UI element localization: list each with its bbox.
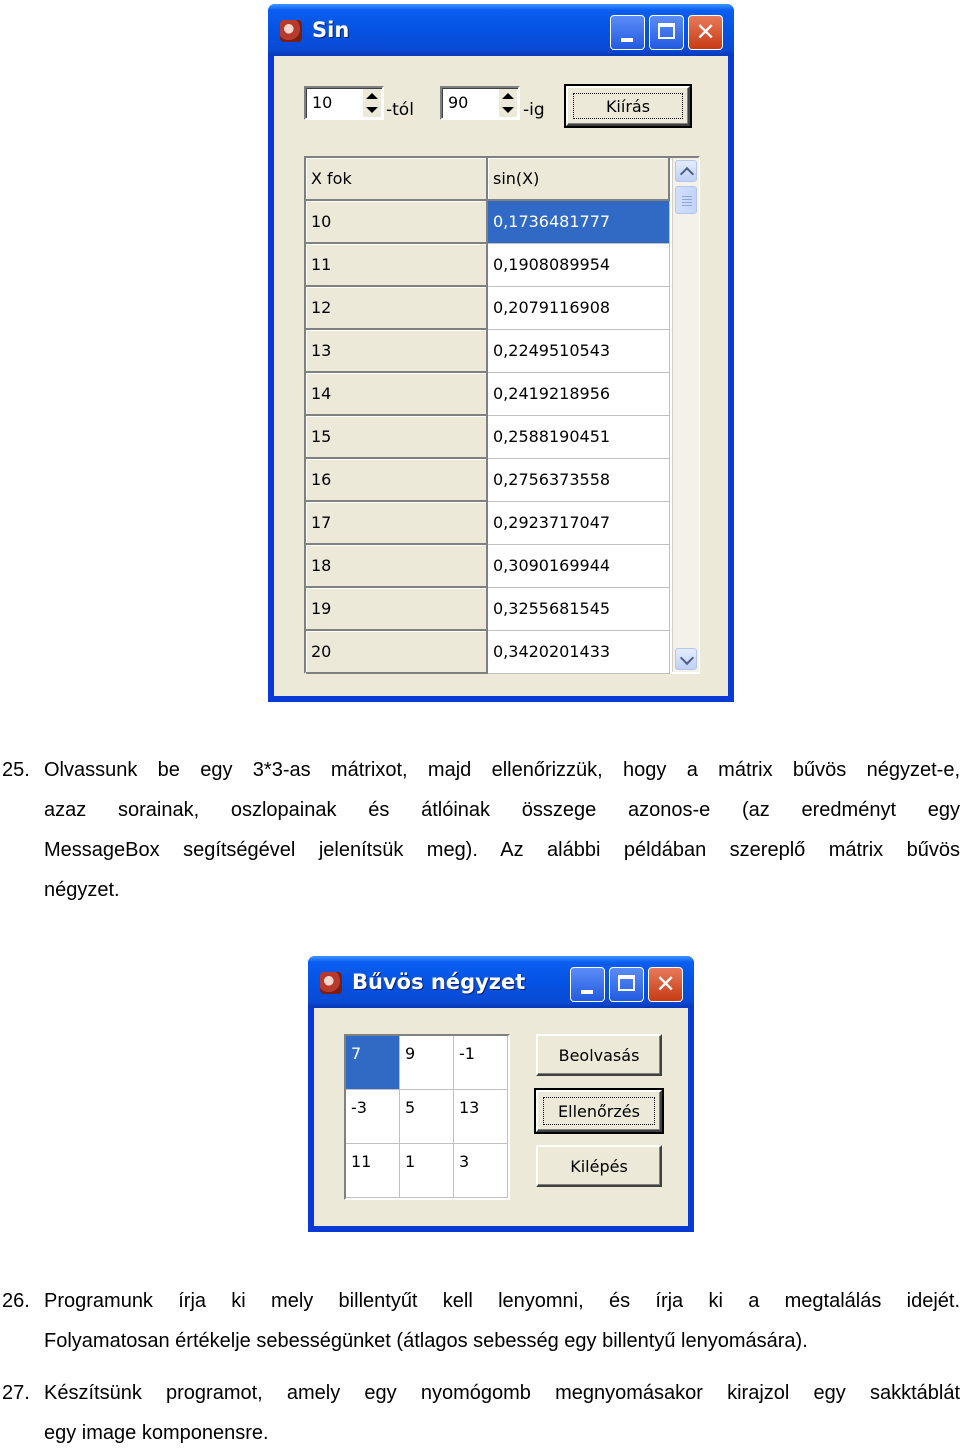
kilepes-button-label: Kilépés [570, 1157, 628, 1176]
kiiras-button[interactable] [566, 86, 690, 126]
task-number: 26. [2, 1290, 30, 1312]
grid-row-degree[interactable]: 17 [306, 502, 488, 545]
magic-cell[interactable]: 7 [346, 1036, 400, 1090]
grid-row-sin-value[interactable]: 0,2079116908 [488, 287, 670, 330]
window-title: Sin [312, 18, 350, 42]
maximize-icon [610, 968, 643, 1001]
grid-row-sin-value[interactable]: 0,3255681545 [488, 588, 670, 631]
scroll-thumb[interactable] [675, 186, 697, 214]
app-icon [280, 20, 302, 42]
close-icon: ✕ [655, 970, 676, 998]
grid-row-sin-value[interactable]: 0,2419218956 [488, 373, 670, 416]
task-25-line-4: négyzet. [44, 879, 120, 901]
task-number: 25. [2, 759, 30, 781]
magic-cell[interactable]: 3 [454, 1144, 508, 1198]
minimize-button[interactable] [610, 15, 645, 50]
task-26-line-1: Programunk írja ki mely billentyűt kell lenyomni, és írja ki a megtalálás idejét. [44, 1290, 960, 1312]
magic-square-titlebar[interactable] [308, 956, 694, 1008]
from-value[interactable]: 10 [312, 93, 333, 112]
spin-down-icon[interactable] [502, 107, 514, 113]
scroll-down-button[interactable] [675, 648, 697, 670]
magic-square-window [308, 956, 694, 1232]
sin-window [268, 4, 734, 702]
from-spinedit[interactable] [304, 86, 384, 120]
spin-down-icon[interactable] [366, 107, 378, 113]
magic-cell[interactable]: 5 [400, 1090, 454, 1144]
task-27 [2, 1373, 960, 1449]
task-27-line-2: egy image komponensre. [44, 1422, 269, 1444]
ellenorzes-button[interactable] [536, 1090, 662, 1132]
minimize-icon [571, 968, 604, 1001]
maximize-icon [650, 16, 683, 49]
from-label: -tól [386, 100, 414, 120]
grid-row-sin-value[interactable]: 0,1736481777 [488, 201, 670, 244]
minimize-button[interactable] [570, 967, 605, 1002]
scroll-up-button[interactable] [675, 160, 697, 182]
from-spin-arrows[interactable] [363, 89, 381, 117]
grid-row-degree[interactable]: 14 [306, 373, 488, 416]
grid-row-degree[interactable]: 10 [306, 201, 488, 244]
magic-square-client [314, 1008, 688, 1226]
to-spin-arrows[interactable] [499, 89, 517, 117]
grid-row-sin-value[interactable]: 0,2923717047 [488, 502, 670, 545]
to-value[interactable]: 90 [448, 93, 469, 112]
grid-row-sin-value[interactable]: 0,3090169944 [488, 545, 670, 588]
grid-row-degree[interactable]: 12 [306, 287, 488, 330]
grid-row-degree[interactable]: 18 [306, 545, 488, 588]
task-25 [2, 750, 960, 910]
maximize-button[interactable] [609, 967, 644, 1002]
chevron-down-icon [680, 651, 694, 665]
chevron-up-icon [680, 167, 694, 181]
close-button[interactable] [688, 15, 723, 50]
task-27-line-1: Készítsünk programot, amely egy nyomógomb megnyomásakor kirajzol egy sakktáblát [44, 1382, 960, 1404]
kilepes-button[interactable] [536, 1145, 662, 1187]
grid-row-sin-value[interactable]: 0,2588190451 [488, 416, 670, 459]
sin-window-titlebar[interactable] [268, 4, 734, 56]
task-number: 27. [2, 1382, 30, 1404]
task-26 [2, 1281, 960, 1361]
magic-cell[interactable]: -3 [346, 1090, 400, 1144]
magic-square-grid[interactable] [344, 1034, 510, 1200]
magic-cell[interactable]: 9 [400, 1036, 454, 1090]
window-title: Bűvös négyzet [352, 970, 526, 994]
beolvasas-button-label: Beolvasás [558, 1046, 640, 1065]
close-icon: ✕ [695, 18, 716, 46]
grid-header-x: X fok [306, 158, 488, 201]
grid-row-degree[interactable]: 16 [306, 459, 488, 502]
to-label: -ig [523, 100, 545, 120]
grid-row-degree[interactable]: 13 [306, 330, 488, 373]
sin-grid[interactable] [304, 156, 700, 674]
grid-row-sin-value[interactable]: 0,1908089954 [488, 244, 670, 287]
magic-cell[interactable]: -1 [454, 1036, 508, 1090]
grid-row-sin-value[interactable]: 0,2756373558 [488, 459, 670, 502]
grid-row-sin-value[interactable]: 0,3420201433 [488, 631, 670, 674]
close-button[interactable] [648, 967, 683, 1002]
grid-row-degree[interactable]: 19 [306, 588, 488, 631]
beolvasas-button[interactable] [536, 1034, 662, 1076]
grid-row-sin-value[interactable]: 0,2249510543 [488, 330, 670, 373]
grid-row-degree[interactable]: 15 [306, 416, 488, 459]
magic-cell[interactable]: 1 [400, 1144, 454, 1198]
to-spinedit[interactable] [440, 86, 520, 120]
sin-window-client [274, 56, 728, 696]
grid-header-sin: sin(X) [488, 158, 670, 201]
spin-up-icon[interactable] [366, 93, 378, 99]
task-26-line-2: Folyamatosan értékelje sebességünket (átlagos sebesség egy billentyű lenyomására). [44, 1330, 808, 1352]
spin-up-icon[interactable] [502, 93, 514, 99]
task-25-line-1: Olvassunk be egy 3*3-as mátrixot, majd ellenőrizzük, hogy a mátrix bűvös négyzet-e, [44, 759, 960, 781]
maximize-button[interactable] [649, 15, 684, 50]
magic-cell[interactable]: 13 [454, 1090, 508, 1144]
ellenorzes-button-label: Ellenőrzés [558, 1102, 640, 1121]
minimize-icon [611, 16, 644, 49]
grid-vertical-scrollbar[interactable] [672, 158, 699, 672]
magic-cell[interactable]: 11 [346, 1144, 400, 1198]
kiiras-button-label: Kiírás [605, 97, 651, 116]
task-25-line-3: MessageBox segítségével jelenítsük meg). Az alábbi példában szereplő mátrix bűvös [44, 839, 960, 861]
task-25-line-2: azaz sorainak, oszlopainak és átlóinak összege azonos-e (az eredményt egy [44, 799, 960, 821]
app-icon [320, 972, 342, 994]
grid-row-degree[interactable]: 11 [306, 244, 488, 287]
grid-row-degree[interactable]: 20 [306, 631, 488, 674]
